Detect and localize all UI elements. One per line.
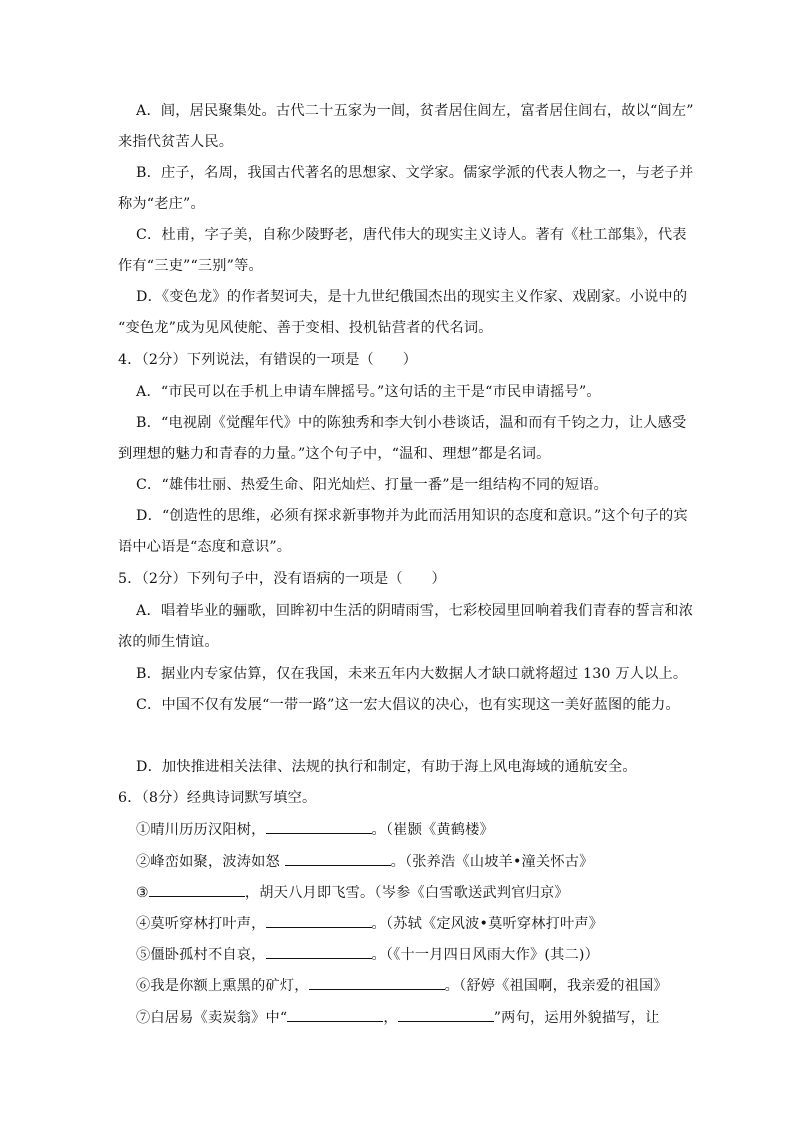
q3-option-a-line1: A．闾，居民聚集处。古代二十五家为一闾，贫者居住闾左，富者居住闾右，故以“闾左” — [136, 103, 694, 119]
q6-blank-3[interactable] — [149, 882, 245, 897]
q6-line-2-suffix: 。（张养浩《山坡羊•潼关怀古》 — [390, 854, 594, 870]
q6-line-5 — [136, 944, 599, 965]
q6-line-7-prefix: ⑦白居易《卖炭翁》中“ — [136, 1010, 288, 1026]
q5-option-b: B．据业内专家估算，仅在我国，未来五年内大数据人才缺口就将超过 130 万人以上。 — [136, 666, 688, 682]
q6-line-6-suffix: 。（舒婷《祖国啊，我亲爱的祖国》 — [444, 978, 668, 994]
q6-line-5-suffix: 。（《十一月四日风雨大作》(其二)） — [371, 947, 599, 963]
q6-line-3-suffix: ，胡天八月即飞雪。（岑参《白雪歌送武判官归京》 — [244, 885, 569, 901]
q6-stem: 6．（8分）经典诗词默写填空。 — [118, 790, 317, 806]
q3-option-c-line1: C．杜甫，字子美，自称少陵野老，唐代伟大的现实主义诗人。著有《杜工部集》，代表 — [136, 227, 687, 243]
q6-line-3-prefix: ③ — [136, 885, 149, 901]
q5-option-d: D．加快推进相关法律、法规的执行和制定，有助于海上风电海域的通航安全。 — [136, 759, 637, 775]
q3-option-b-line1: B．庄子，名周，我国古代著名的思想家、文学家。儒家学派的代表人物之一，与老子并 — [136, 165, 694, 181]
q4-option-c: C．“雄伟壮丽、热爱生命、阳光灿烂、打量一番”是一组结构不同的短语。 — [136, 477, 608, 493]
q6-blank-4[interactable] — [266, 913, 372, 928]
q3-option-b-line2: 称为“老庄”。 — [118, 196, 205, 212]
q6-blank-7b[interactable] — [398, 1007, 494, 1022]
q6-line-1-prefix: ①晴川历历汉阳树， — [136, 822, 266, 838]
q6-line-2-prefix: ②峰峦如聚，波涛如怒 — [136, 854, 285, 870]
q4-stem: 4．（2分）下列说法，有错误的一项是（ ） — [118, 352, 418, 368]
q6-line-5-prefix: ⑤僵卧孤村不自哀， — [136, 947, 266, 963]
q6-line-2 — [136, 851, 594, 872]
q3-option-c-line2: 作有“三吏”“三别”等。 — [118, 258, 263, 274]
q4-option-d-line1: D．“创造性的思维，必须有探求新事物并为此而活用知识的态度和意识。”这个句子的宾 — [136, 508, 688, 524]
q6-blank-5[interactable] — [266, 944, 372, 959]
q6-line-4-prefix: ④莫听穿林打叶声， — [136, 916, 266, 932]
q6-blank-6[interactable] — [309, 975, 445, 990]
q6-line-7-suffix: ”两句，运用外貌描写，让 — [493, 1010, 660, 1026]
q3-option-d-line1: D．《变色龙》的作者契诃夫，是十九世纪俄国杰出的现实主义作家、戏剧家。小说中的 — [136, 289, 688, 305]
q6-blank-2[interactable] — [285, 851, 391, 866]
q6-blank-7a[interactable] — [287, 1007, 383, 1022]
q5-option-c: C．中国不仅有发展“一带一路”这一宏大倡议的决心，也有实现这一美好蓝图的能力。 — [136, 697, 680, 713]
q5-option-a-line1: A．唱着毕业的骊歌，回眸初中生活的阴晴雨雪，七彩校园里回响着我们青春的誓言和浓 — [136, 603, 694, 619]
q4-option-b-line2: 到理想的魅力和青春的力量。”这个句子中，“温和、理想”都是名词。 — [118, 446, 551, 462]
q6-line-1 — [136, 819, 494, 840]
q5-option-a-line2: 浓的师生情谊。 — [118, 634, 219, 650]
q3-option-d-line2: “变色龙”成为见风使舵、善于变相、投机钻营者的代名词。 — [118, 320, 493, 336]
q6-blank-1[interactable] — [266, 819, 372, 834]
q6-line-7-separator: ， — [383, 1010, 398, 1026]
q4-option-d-line2: 语中心语是“态度和意识”。 — [118, 539, 292, 555]
q5-stem: 5．（2分）下列句子中，没有语病的一项是（ ） — [118, 571, 446, 587]
q6-line-6 — [136, 975, 668, 996]
q6-line-4 — [136, 913, 603, 934]
q4-option-b-line1: B．“电视剧《觉醒年代》中的陈独秀和李大钊小巷谈话，温和而有千钧之力，让人感受 — [136, 415, 687, 431]
q6-line-7 — [136, 1007, 659, 1028]
q6-line-6-prefix: ⑥我是你额上熏黑的矿灯， — [136, 978, 309, 994]
q3-option-a-line2: 来指代贫苦人民。 — [118, 134, 234, 150]
q4-option-a: A．“市民可以在手机上申请车牌摇号。”这句话的主干是“市民申请摇号”。 — [136, 384, 601, 400]
q6-line-3 — [136, 882, 569, 903]
q6-line-1-suffix: 。（崔颢《黄鹤楼》 — [371, 822, 494, 838]
q6-line-4-suffix: 。（苏轼《定风波•莫听穿林打叶声》 — [371, 916, 604, 932]
